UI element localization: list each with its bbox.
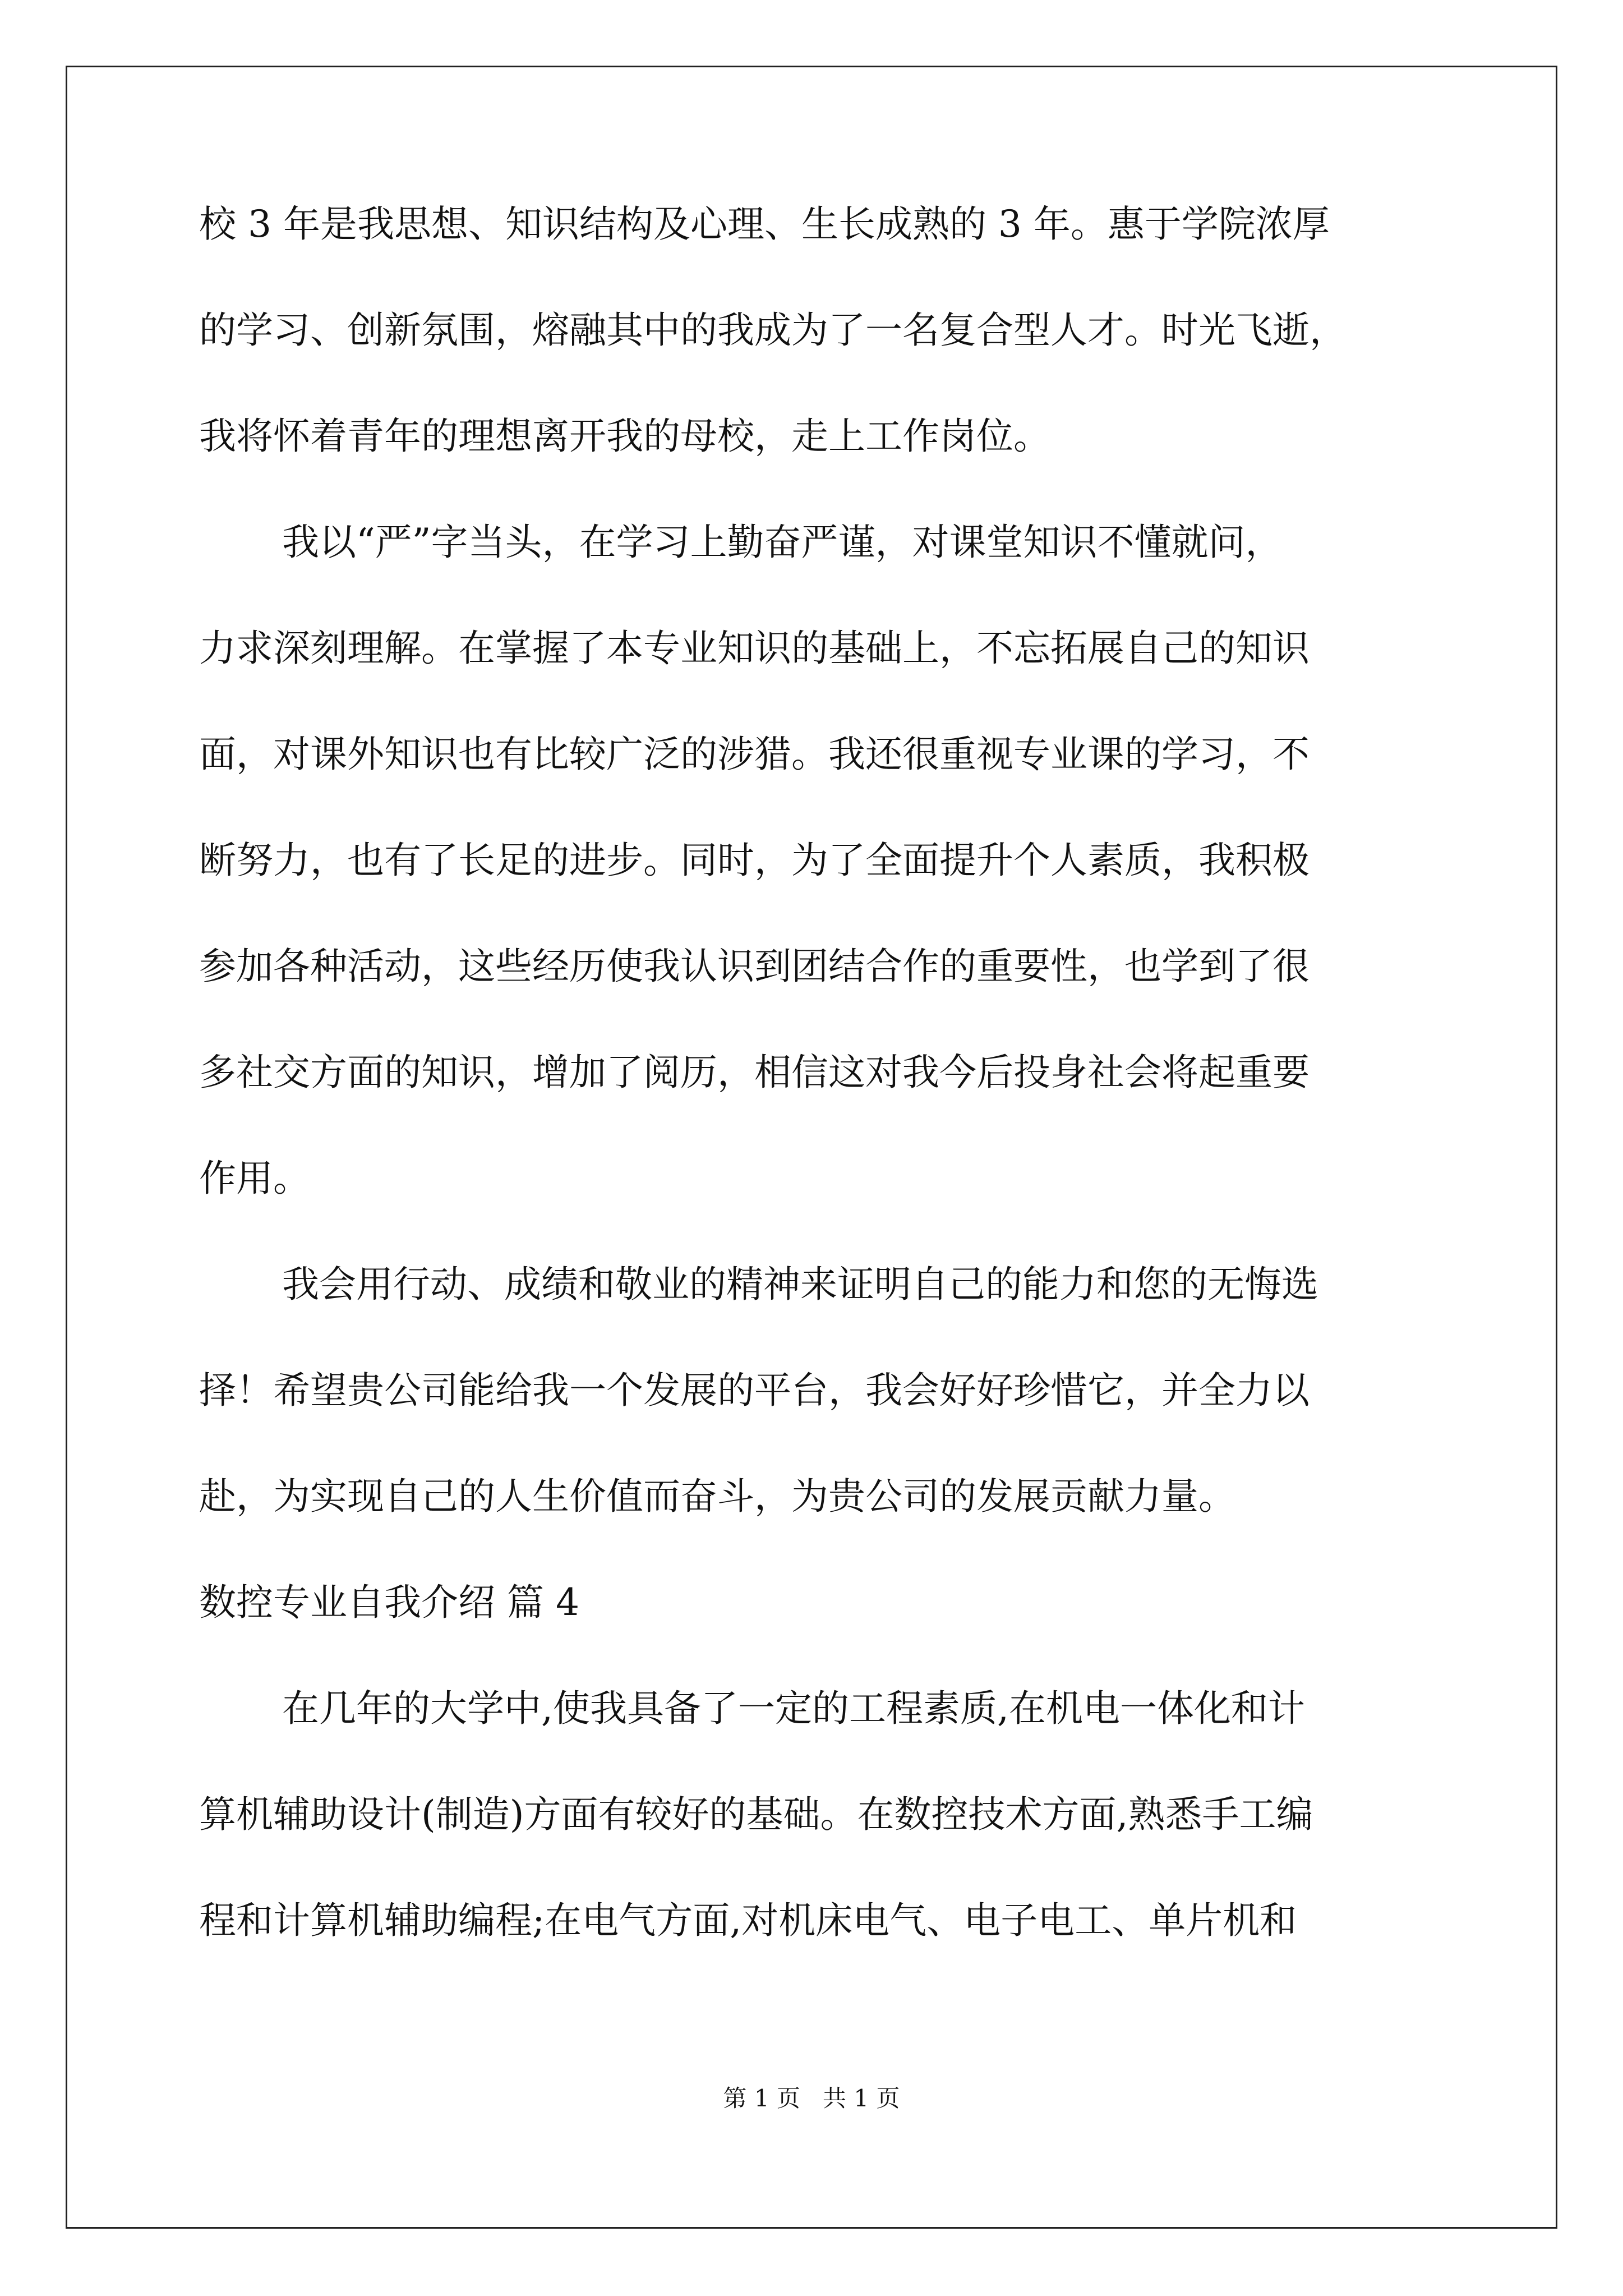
- paragraph-line: 我以“严”字当头，在学习上勤奋严谨，对课堂知识不懂就问，: [282, 521, 1283, 564]
- paragraph-line: 的学习、创新氛围，熔融其中的我成为了一名复合型人才。时光飞逝，: [199, 309, 1347, 352]
- paragraph-line: 我将怀着青年的理想离开我的母校，走上工作岗位。: [199, 415, 1050, 458]
- paragraph-line: 校 3 年是我思想、知识结构及心理、生长成熟的 3 年。惠于学院浓厚: [199, 203, 1330, 246]
- paragraph-line: 作用。: [199, 1157, 310, 1200]
- paragraph-line: 面，对课外知识也有比较广泛的涉猎。我还很重视专业课的学习，不: [199, 733, 1310, 776]
- paragraph-line: 赴，为实现自己的人生价值而奋斗，为贵公司的发展贡献力量。: [199, 1475, 1235, 1518]
- paragraph-line: 力求深刻理解。在掌握了本专业知识的基础上，不忘拓展自己的知识: [199, 627, 1310, 670]
- paragraph-line: 我会用行动、成绩和敬业的精神来证明自己的能力和您的无悔选: [282, 1263, 1318, 1306]
- paragraph-line: 择！希望贵公司能给我一个发展的平台，我会好好珍惜它，并全力以: [199, 1369, 1310, 1412]
- paragraph-line: 参加各种活动，这些经历使我认识到团结合作的重要性，也学到了很: [199, 945, 1310, 988]
- paragraph-line: 多社交方面的知识，增加了阅历，相信这对我今后投身社会将起重要: [199, 1051, 1310, 1094]
- paragraph-line: 断努力，也有了长足的进步。同时，为了全面提升个人素质，我积极: [199, 839, 1310, 882]
- paragraph-line: 在几年的大学中,使我具备了一定的工程素质,在机电一体化和计: [282, 1687, 1305, 1730]
- page-footer: 第 1 页 共 1 页: [723, 2085, 900, 2112]
- paragraph-line: 程和计算机辅助编程;在电气方面,对机床电气、电子电工、单片机和: [199, 1899, 1297, 1942]
- section-heading: 数控专业自我介绍 篇 4: [199, 1581, 579, 1624]
- paragraph-line: 算机辅助设计(制造)方面有较好的基础。在数控技术方面,熟悉手工编: [199, 1793, 1313, 1836]
